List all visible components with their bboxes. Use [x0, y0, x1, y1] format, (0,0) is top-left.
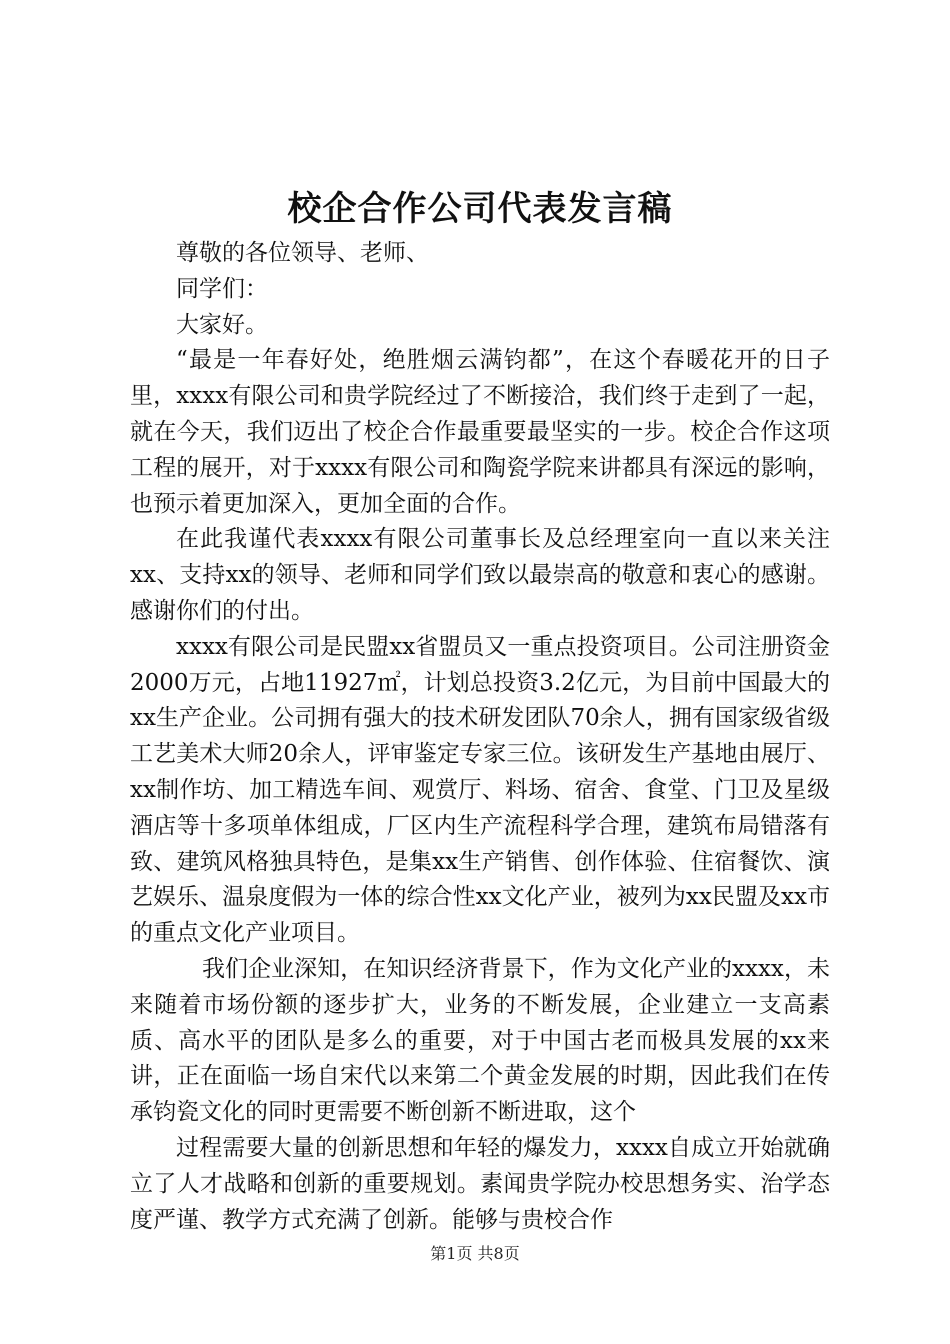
document-title: 校企合作公司代表发言稿	[287, 189, 673, 229]
body-paragraph: xxxx有限公司是民盟xx省盟员又一重点投资项目。公司注册资金2000万元，占地11927㎡，计划总投资3.2亿元，为目前中国最大的xx生产企业。公司拥有强大的技术研发团队70余人，拥有国家级省级工艺美术大师20余人，评审鉴定专家三位。该研发生产基地由展厅、xx制作坊、加工精选车间、观赏厅、料场、宿舍、食堂、门卫及星级酒店等十多项单体组成，厂区内生产流程科学合理，建筑布局错落有致、建筑风格独具特色，是集xx生产销售、创作体验、住宿餐饮、演艺娱乐、温泉度假为一体的综合性xx文化产业，被列为xx民盟及xx市的重点文化产业项目。	[130, 633, 830, 947]
page-footer: 第1页 共8页	[430, 1244, 520, 1263]
greeting-line: 大家好。	[176, 311, 268, 338]
salutation-line-2: 同学们：	[176, 275, 268, 302]
body-paragraph: 过程需要大量的创新思想和年轻的爆发力，xxxx自成立开始就确立了人才战略和创新的重要规划。素闻贵学院办校思想务实、治学态度严谨、教学方式充满了创新。能够与贵校合作	[130, 1134, 830, 1233]
body-paragraph: “最是一年春好处，绝胜烟云满钧都”，在这个春暖花开的日子里，xxxx有限公司和贵学院经过了不断接洽，我们终于走到了一起，就在今天，我们迈出了校企合作最重要最坚实的一步。校企合作这项工程的展开，对于xxxx有限公司和陶瓷学院来讲都具有深远的影响，也预示着更加深入，更加全面的合作。	[130, 347, 830, 517]
salutation-line-1: 尊敬的各位领导、老师、	[176, 240, 429, 266]
body-paragraph: 在此我谨代表xxxx有限公司董事长及总经理室向一直以来关注xx、支持xx的领导、老师和同学们致以最崇高的敬意和衷心的感谢。感谢你们的付出。	[130, 526, 830, 624]
body-paragraph: 我们企业深知，在知识经济背景下，作为文化产业的xxxx，未来随着市场份额的逐步扩大，业务的不断发展，企业建立一支高素质、高水平的团队是多么的重要，对于中国古老而极具发展的xx来讲，正在面临一场自宋代以来第二个黄金发展的时期，因此我们在传承钧瓷文化的同时更需要不断创新不断进取，这个	[130, 955, 830, 1126]
document-body	[130, 236, 830, 1238]
